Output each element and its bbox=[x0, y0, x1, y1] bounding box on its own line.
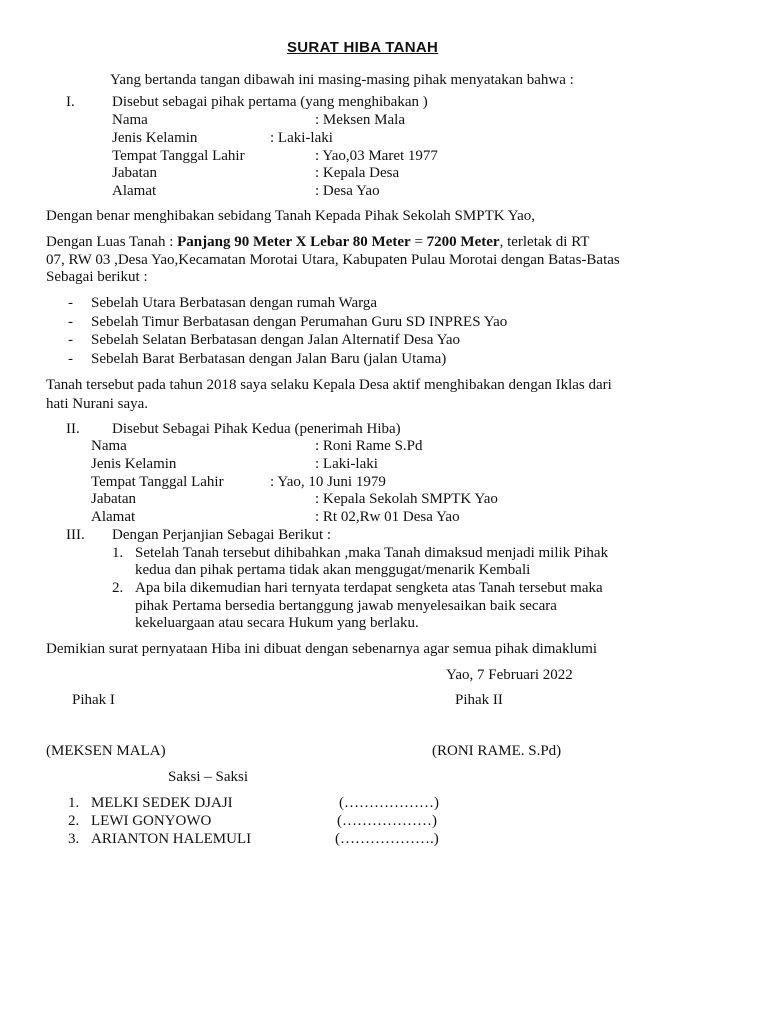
agreement-line: kekeluargaan atau secara Hukum yang berlaku. bbox=[135, 615, 419, 631]
intro-text: Yang bertanda tangan dibawah ini masing-masing pihak menyatakan bahwa : bbox=[110, 72, 574, 88]
border-item: Sebelah Selatan Berbatasan dengan Jalan Alternatif Desa Yao bbox=[91, 332, 461, 348]
field-label: Jabatan bbox=[112, 165, 157, 181]
agreement-line: kedua dan pihak pertama tidak akan menggugat/menarik Kembali bbox=[135, 562, 531, 578]
section1-heading: Disebut sebagai pihak pertama (yang menghibakan ) bbox=[112, 94, 428, 110]
year-statement-line1: Tanah tersebut pada tahun 2018 saya selaku Kepala Desa aktif menghibakan dengan Iklas dari bbox=[46, 377, 612, 393]
grant-statement: Dengan benar menghibakan sebidang Tanah Kepada Pihak Sekolah SMPTK Yao, bbox=[46, 208, 535, 224]
party2-name: (RONI RAME. S.Pd) bbox=[432, 743, 562, 759]
field-label: Tempat Tanggal Lahir bbox=[112, 148, 245, 164]
field-value: : Roni Rame S.Pd bbox=[315, 438, 423, 454]
agreement-line: Setelah Tanah tersebut dihibahkan ,maka Tanah dimaksud menjadi milik Pihak bbox=[135, 545, 609, 561]
place-date: Yao, 7 Februari 2022 bbox=[446, 667, 573, 683]
witness-number: 1. bbox=[68, 795, 80, 811]
agreement-number: 1. bbox=[112, 545, 124, 561]
border-item: Sebelah Utara Berbatasan dengan rumah Warga bbox=[91, 295, 378, 311]
bullet-dash: - bbox=[68, 351, 73, 367]
bullet-dash: - bbox=[68, 295, 73, 311]
field-label: Jabatan bbox=[91, 491, 136, 507]
field-value: : Laki-laki bbox=[270, 130, 333, 146]
land-borders-intro: Sebagai berikut : bbox=[46, 269, 148, 285]
border-item: Sebelah Barat Berbatasan dengan Jalan Baru (jalan Utama) bbox=[91, 351, 447, 367]
section2-numeral: II. bbox=[66, 421, 80, 437]
witness-signature-line: (………………) bbox=[337, 813, 437, 829]
field-label: Alamat bbox=[91, 509, 136, 525]
field-label: Jenis Kelamin bbox=[91, 456, 177, 472]
border-item: Sebelah Timur Berbatasan dengan Perumahan Guru SD INPRES Yao bbox=[91, 314, 508, 330]
field-label: Tempat Tanggal Lahir bbox=[91, 474, 224, 490]
bullet-dash: - bbox=[68, 314, 73, 330]
land-equals: = bbox=[410, 234, 427, 250]
witness-number: 2. bbox=[68, 813, 80, 829]
field-value: : Laki-laki bbox=[315, 456, 378, 472]
field-label: Jenis Kelamin bbox=[112, 130, 198, 146]
land-area: 7200 Meter bbox=[426, 234, 500, 250]
land-prefix: Dengan Luas Tanah : bbox=[46, 234, 178, 250]
party2-label: Pihak II bbox=[455, 692, 503, 708]
land-size-line bbox=[46, 233, 589, 251]
section3-heading: Dengan Perjanjian Sebagai Berikut : bbox=[112, 527, 332, 543]
bullet-dash: - bbox=[68, 332, 73, 348]
witness-title: Saksi – Saksi bbox=[168, 769, 249, 785]
witness-name: LEWI GONYOWO bbox=[91, 813, 212, 829]
witness-number: 3. bbox=[68, 831, 80, 847]
witness-signature-line: (……………….) bbox=[335, 831, 439, 847]
party1-name: (MEKSEN MALA) bbox=[46, 743, 166, 759]
witness-name: MELKI SEDEK DJAJI bbox=[91, 795, 233, 811]
section1-numeral: I. bbox=[66, 94, 75, 110]
party1-label: Pihak I bbox=[72, 692, 115, 708]
land-dimensions: Panjang 90 Meter X Lebar 80 Meter bbox=[177, 234, 411, 250]
land-suffix: , terletak di RT bbox=[499, 234, 590, 250]
field-value: : Desa Yao bbox=[315, 183, 380, 199]
field-value: : Yao,03 Maret 1977 bbox=[315, 148, 438, 164]
witness-name: ARIANTON HALEMULI bbox=[91, 831, 252, 847]
field-value: : Kepala Desa bbox=[315, 165, 400, 181]
closing-statement: Demikian surat pernyataan Hiba ini dibuat dengan sebenarnya agar semua pihak dimaklumi bbox=[46, 641, 598, 657]
section2-heading: Disebut Sebagai Pihak Kedua (penerimah Hiba) bbox=[112, 421, 401, 437]
land-location-line: 07, RW 03 ,Desa Yao,Kecamatan Morotai Utara, Kabupaten Pulau Morotai dengan Batas-Batas bbox=[46, 252, 620, 268]
year-statement-line2: hati Nurani saya. bbox=[46, 396, 149, 412]
agreement-number: 2. bbox=[112, 580, 124, 596]
field-label: Alamat bbox=[112, 183, 157, 199]
field-value: : Meksen Mala bbox=[315, 112, 405, 128]
witness-signature-line: (………………) bbox=[339, 795, 439, 811]
agreement-line: Apa bila dikemudian hari ternyata terdapat sengketa atas Tanah tersebut maka bbox=[135, 580, 603, 596]
field-label: Nama bbox=[112, 112, 148, 128]
field-label: Nama bbox=[91, 438, 127, 454]
agreement-line: pihak Pertama bersedia bertanggung jawab menyelesaikan baik secara bbox=[135, 598, 557, 614]
document-title: SURAT HIBA TANAH bbox=[287, 39, 439, 56]
field-value: : Yao, 10 Juni 1979 bbox=[270, 474, 386, 490]
field-value: : Rt 02,Rw 01 Desa Yao bbox=[315, 509, 460, 525]
section3-numeral: III. bbox=[66, 527, 85, 543]
field-value: : Kepala Sekolah SMPTK Yao bbox=[315, 491, 498, 507]
